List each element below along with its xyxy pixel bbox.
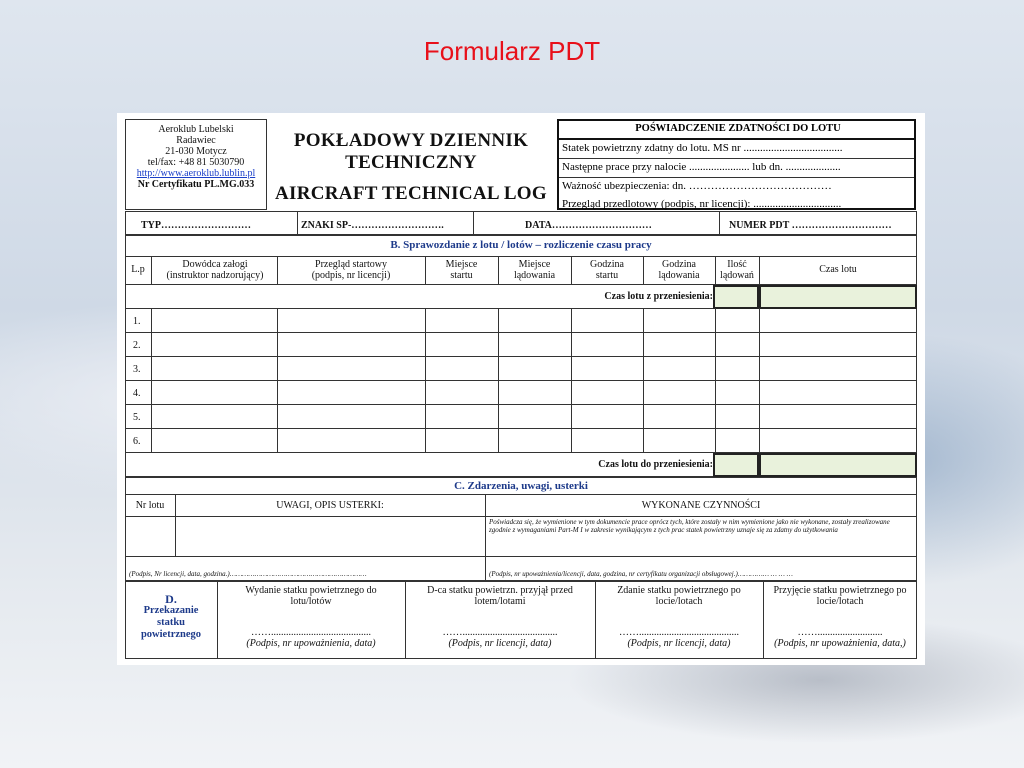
- handover-sign: (Podpis, nr licencji, data): [627, 638, 731, 649]
- certificate-line-next-work: Następne prace przy nalocie ...................... lub dn. ....................: [559, 159, 914, 178]
- handover-col-return: [595, 585, 763, 649]
- carry-out-time-cell[interactable]: [759, 453, 917, 477]
- org-block: [125, 124, 267, 190]
- col-remarks: UWAGI, OPIS USTERKI:: [276, 500, 384, 511]
- handover-col-release: [217, 585, 405, 649]
- handover-heading: Wydanie statku powietrznego do lotu/lotów: [245, 585, 377, 607]
- col-flight-number: Nr lotu: [135, 500, 165, 511]
- certificate-box: [557, 119, 916, 210]
- section-d-letter: D.: [165, 592, 177, 606]
- org-cert: Nr Certyfikatu PL.MG.033: [137, 179, 255, 190]
- org-address: 21-030 Motycz: [165, 146, 227, 157]
- org-name: Aeroklub Lubelski: [158, 124, 234, 135]
- col-landings-count: Ilość lądowań: [720, 259, 754, 281]
- row-number: 6.: [133, 436, 141, 447]
- slide-title: Formularz PDT: [423, 36, 601, 66]
- info-numer-pdt: NUMER PDT …………………………: [729, 220, 892, 231]
- row-number: 2.: [133, 340, 141, 351]
- handover-sign: (Podpis, nr licencji, data): [448, 638, 552, 649]
- col-flight-time: Czas lotu: [819, 264, 857, 275]
- log-title-pl-line1: POKŁADOWY DZIENNIK: [293, 130, 529, 151]
- col-landing-time: Godzina lądowania: [658, 259, 700, 281]
- log-title-en: AIRCRAFT TECHNICAL LOG: [275, 183, 547, 204]
- sign-remarks: (Podpis, Nr licencji, data, godzina.)…………………………………………………………: [129, 570, 367, 578]
- org-url-link[interactable]: http://www.aeroklub.lublin.pl: [136, 168, 256, 179]
- section-d-title-1: Przekazanie: [143, 605, 199, 616]
- carry-out-landings-cell[interactable]: [713, 453, 759, 477]
- section-c-title: C. Zdarzenia, uwagi, usterki: [454, 480, 588, 492]
- certification-statement: Poświadcza się, że wymienione w tym dokumencie prace oprócz tych, które zostały w nim wymienione jako nie wykonane, zostały zrealizowane zgodnie z wymaganiami Part-M I w zakresie wynikającym z tych prac statek powietrzny uznaje się za zdatny do użytkowania: [489, 518, 890, 534]
- carry-in-time-cell[interactable]: [759, 285, 917, 309]
- certificate-line-airworthy: Statek powietrzny zdatny do lotu. MS nr ....................................: [559, 140, 914, 159]
- pdt-form: [117, 113, 925, 665]
- handover-sign: (Podpis, nr upoważnienia, data): [246, 638, 376, 649]
- sign-actions: (Podpis, nr upoważnienia/licencji, data, godzina, nr certyfikatu organizacji obsługowej.)…………… … … …: [489, 570, 793, 578]
- carry-in-landings-cell[interactable]: [713, 285, 759, 309]
- certificate-line-insurance: Ważność ubezpieczenia: dn. …………………………………: [562, 180, 832, 192]
- section-d-title-2: statku: [156, 617, 185, 628]
- org-phone: tel/fax: +48 81 5030790: [147, 157, 245, 168]
- col-preflight: Przegląd startowy (podpis, nr licencji): [311, 259, 391, 281]
- log-title-pl: [267, 130, 555, 174]
- handover-sign: (Podpis, nr upoważnienia, data,): [774, 638, 906, 649]
- section-d-label: [125, 593, 217, 641]
- col-lp: L.p: [131, 264, 145, 275]
- log-title-pl-line2: TECHNICZNY: [345, 152, 477, 173]
- row-number: 4.: [133, 388, 141, 399]
- col-start-place: Miejsce startu: [445, 259, 478, 281]
- handover-dots: ……........................................: [251, 627, 371, 638]
- carry-in-label: Czas lotu z przeniesienia:: [604, 291, 713, 302]
- handover-heading: Zdanie statku powietrznego po locie/lotach: [617, 585, 741, 607]
- row-number: 3.: [133, 364, 141, 375]
- handover-dots: ……..........................: [797, 627, 883, 638]
- handover-heading: Przyjęcie statku powietrznego po locie/lotach: [773, 585, 907, 607]
- org-place: Radawiec: [176, 135, 216, 146]
- col-commander: Dowódca załogi (instruktor nadzorujący): [166, 259, 264, 281]
- handover-dots: ……......................................: [442, 627, 558, 638]
- certificate-line-preflight: Przegląd przedlotowy (podpis, nr licencji): ................................: [562, 198, 842, 210]
- info-data: DATA…………………………: [525, 220, 652, 231]
- section-b-title: B. Sprawozdanie z lotu / lotów – rozliczenie czasu pracy: [390, 239, 652, 251]
- col-performed-actions: WYKONANE CZYNNOŚCI: [641, 500, 761, 511]
- info-znaki: ZNAKI SP-……………………….: [301, 220, 444, 231]
- handover-col-receive: [763, 585, 917, 649]
- certificate-title: POŚWIADCZENIE ZDATNOŚCI DO LOTU: [559, 121, 914, 140]
- handover-dots: ……........................................: [619, 627, 739, 638]
- handover-col-commander-accept: [405, 585, 595, 649]
- col-landing-place: Miejsce lądowania: [513, 259, 556, 281]
- col-start-time: Godzina startu: [590, 259, 624, 281]
- carry-out-label: Czas lotu do przeniesienia:: [598, 459, 713, 470]
- row-number: 5.: [133, 412, 141, 423]
- row-number: 1.: [133, 316, 141, 327]
- info-typ: TYP………………………: [141, 220, 251, 231]
- handover-heading: D-ca statku powietrzn. przyjął przed lotem/lotami: [427, 585, 573, 607]
- section-d-title-3: powietrznego: [140, 629, 202, 640]
